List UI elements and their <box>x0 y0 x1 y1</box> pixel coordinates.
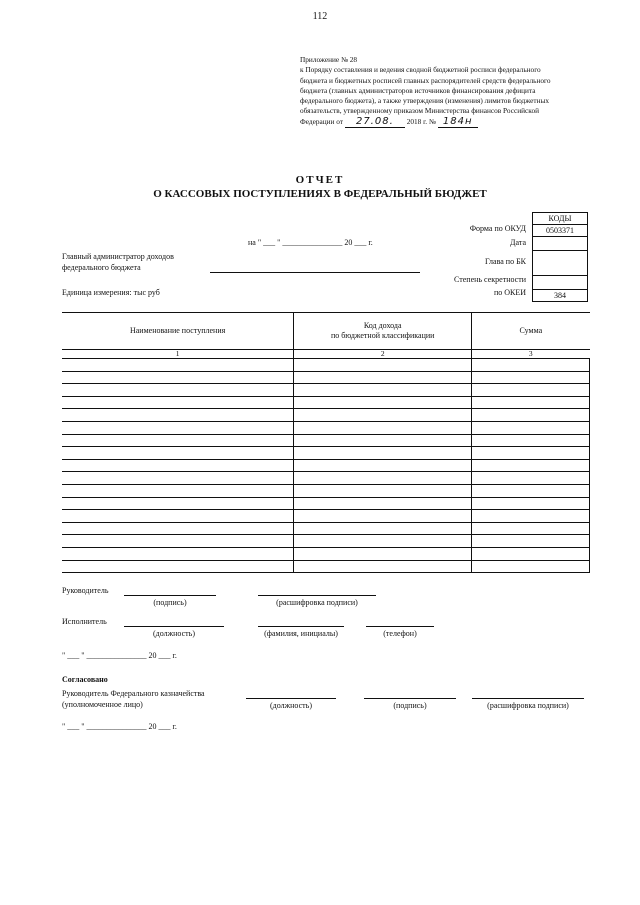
codes-header: КОДЫ <box>532 212 588 224</box>
okud-code: 0503371 <box>532 224 588 236</box>
appendix-last-line: Федерации от 27.08. 2018 г. № 184н <box>300 117 590 128</box>
table-row <box>62 459 590 472</box>
col-code-header: Код дохода по бюджетной классификации <box>294 313 472 350</box>
table-row <box>62 472 590 485</box>
name-caption: (фамилия, инициалы) <box>264 629 338 638</box>
report-subtitle: О КАССОВЫХ ПОСТУПЛЕНИЯХ В ФЕДЕРАЛЬНЫЙ БЮДЖЕТ <box>153 188 487 200</box>
head-label: Руководитель <box>62 586 109 595</box>
treasury-label-line2: (уполномоченное лицо) <box>62 700 143 709</box>
table-row <box>62 484 590 497</box>
head-decoding-line[interactable] <box>258 595 376 596</box>
appendix-note <box>300 55 590 128</box>
handwritten-number: 184н <box>438 117 478 128</box>
appendix-line: к Порядку составления и ведения сводной бюджетной росписи федерального <box>300 65 541 75</box>
codes-box <box>532 212 588 302</box>
appendix-line: бюджета и бюджетных росписей главных распорядителей средств федерального <box>300 75 551 85</box>
executor-date: " ___ " _______________ 20 ___ г. <box>62 651 177 660</box>
executor-phone-line[interactable] <box>366 626 434 627</box>
position-caption: (должность) <box>153 629 195 638</box>
appendix-line: федерального бюджета), а также утверждения (изменения) лимитов бюджетных <box>300 96 550 106</box>
table-row <box>62 547 590 560</box>
decoding-caption-2: (расшифровка подписи) <box>487 701 569 710</box>
signature-caption: (подпись) <box>153 598 187 607</box>
table-row <box>62 359 590 372</box>
head-signature-line[interactable] <box>124 595 216 596</box>
table-row <box>62 384 590 397</box>
page-number: 112 <box>312 11 328 22</box>
glava-bk-label: Глава по БК <box>485 257 526 266</box>
treasury-signature-line[interactable] <box>364 698 456 699</box>
table-row <box>62 396 590 409</box>
table-row <box>62 409 590 422</box>
unit-label: Единица измерения: тыс руб <box>62 288 160 297</box>
appendix-line: бюджета (главных администраторов источников финансирования дефицита <box>300 85 536 95</box>
report-date-line: на " ___ " _______________ 20 ___ г. <box>248 238 373 247</box>
handwritten-date: 27.08. <box>345 117 405 128</box>
appendix-line: Приложение № 28 <box>300 55 358 64</box>
treasury-decoding-line[interactable] <box>472 698 584 699</box>
table-row <box>62 371 590 384</box>
glava-bk-cell <box>532 250 588 275</box>
table-row <box>62 560 590 573</box>
executor-position-line[interactable] <box>124 626 224 627</box>
treasury-label-line1: Руководитель Федерального казначейства <box>62 689 205 698</box>
report-title: ОТЧЕТ <box>295 174 345 186</box>
agreed-heading: Согласовано <box>62 675 108 684</box>
treasury-date: " ___ " _______________ 20 ___ г. <box>62 722 177 731</box>
secrecy-label: Степень секретности <box>454 275 526 284</box>
date-label: Дата <box>510 238 526 247</box>
table-row <box>62 510 590 523</box>
treasury-position-line[interactable] <box>246 698 336 699</box>
signature-caption-2: (подпись) <box>393 701 427 710</box>
admin-label-line2: федерального бюджета <box>62 263 141 272</box>
table-row <box>62 434 590 447</box>
col-name-header: Наименование поступления <box>62 313 294 350</box>
position-caption-2: (должность) <box>270 701 312 710</box>
okei-code: 384 <box>532 289 588 302</box>
column-number-row: 1 2 3 <box>62 350 590 359</box>
table-row <box>62 447 590 460</box>
table-header-row <box>62 313 590 350</box>
forma-okud-label: Форма по ОКУД <box>469 224 526 233</box>
executor-name-line[interactable] <box>258 626 344 627</box>
decoding-caption: (расшифровка подписи) <box>276 598 358 607</box>
table-row <box>62 522 590 535</box>
executor-label: Исполнитель <box>62 617 107 626</box>
col-sum-header: Сумма <box>472 313 590 350</box>
table-row <box>62 497 590 510</box>
admin-underline <box>210 272 420 273</box>
appendix-line: обязательств, утвержденному приказом Министерства финансов Российской <box>300 106 539 116</box>
table-row <box>62 421 590 434</box>
table-row <box>62 535 590 548</box>
receipts-table <box>62 312 590 573</box>
phone-caption: (телефон) <box>383 629 417 638</box>
secrecy-cell <box>532 275 588 289</box>
okei-label: по ОКЕИ <box>493 288 526 297</box>
date-code-cell <box>532 236 588 250</box>
admin-label-line1: Главный администратор доходов <box>62 252 174 261</box>
